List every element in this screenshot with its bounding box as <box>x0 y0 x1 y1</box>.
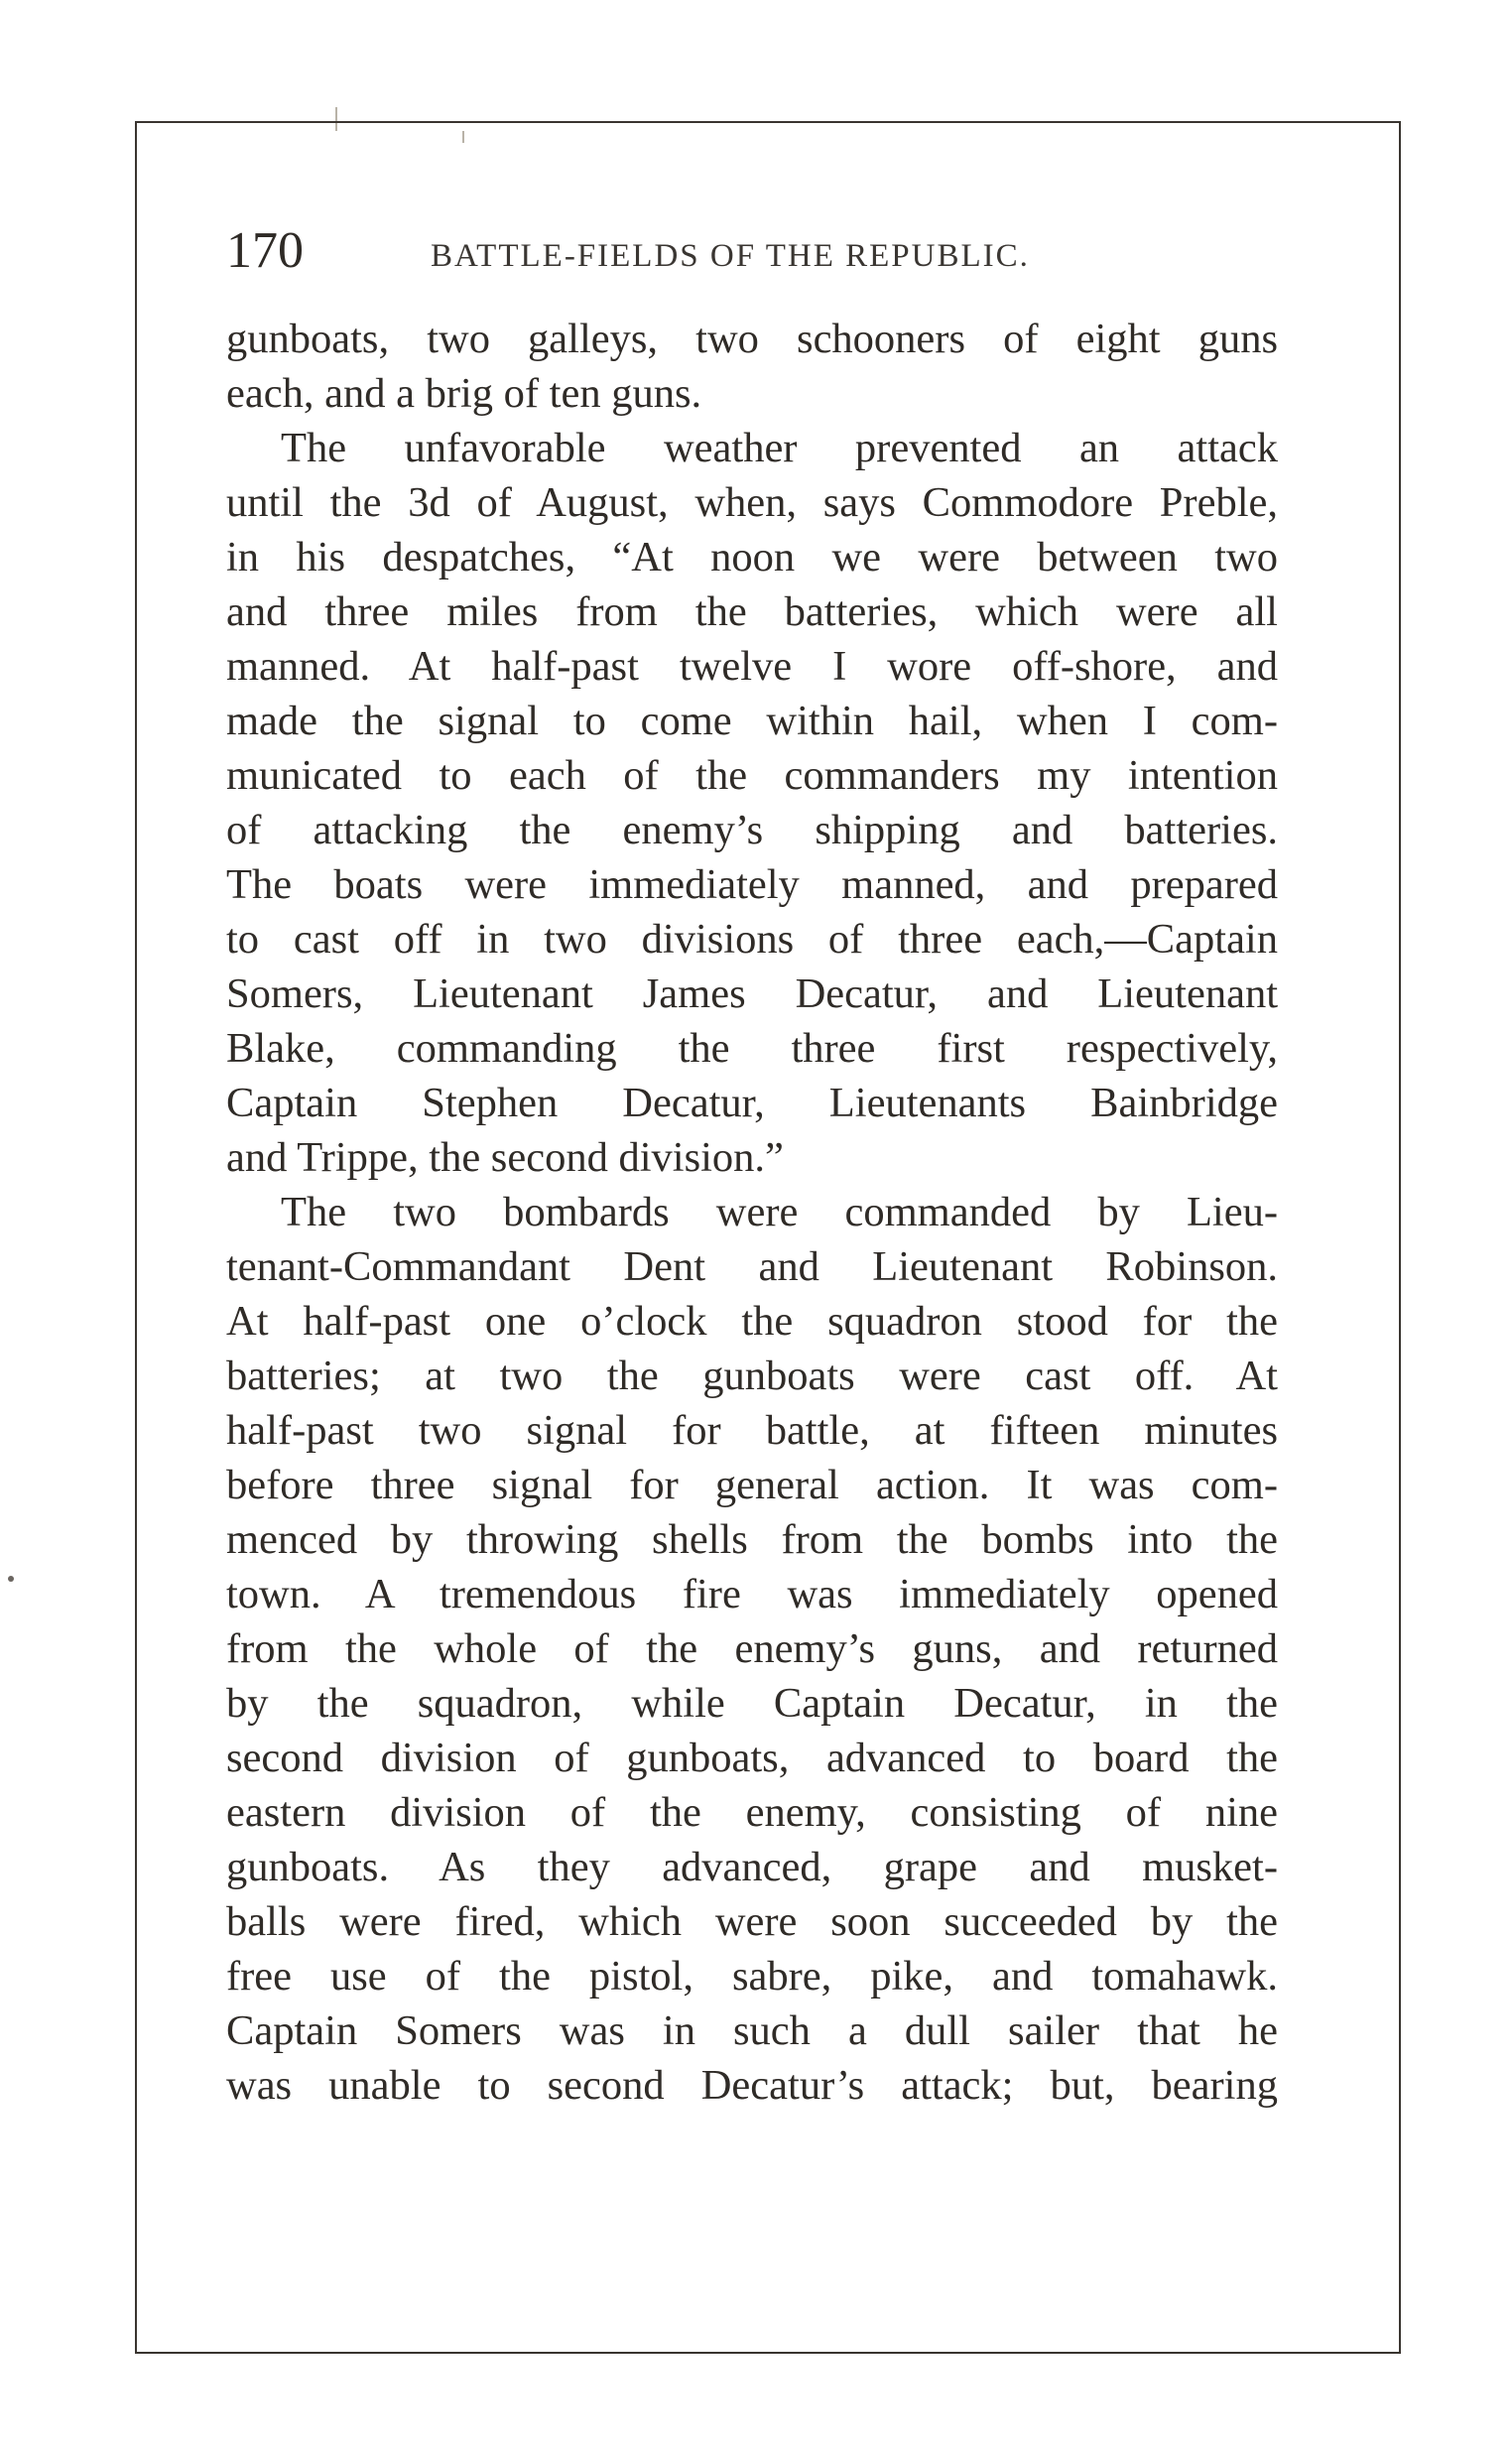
text-line: gunboats. As they advanced, grape and musket- <box>226 1844 1278 1890</box>
text-line: and Trippe, the second division.” <box>226 1134 784 1181</box>
text-line: of attacking the enemy’s shipping and batteries. <box>226 807 1278 853</box>
text-line: Somers, Lieutenant James Decatur, and Lieutenant <box>226 970 1278 1017</box>
text-line: each, and a brig of ten guns. <box>226 370 702 417</box>
text-line: tenant-Commandant Dent and Lieutenant Robinson. <box>226 1243 1278 1290</box>
running-head: BATTLE-FIELDS OF THE REPUBLIC. <box>431 238 1030 274</box>
text-line: until the 3d of August, when, says Commodore Preble, <box>226 479 1278 526</box>
text-line: free use of the pistol, sabre, pike, and tomahawk. <box>226 1953 1278 2000</box>
text-line: second division of gunboats, advanced to board the <box>226 1735 1278 1781</box>
page-number: 170 <box>226 222 304 279</box>
text-line: gunboats, two galleys, two schooners of eight guns <box>226 316 1278 362</box>
page-header <box>226 216 1298 286</box>
text-line: Captain Stephen Decatur, Lieutenants Bainbridge <box>226 1080 1278 1126</box>
text-line: town. A tremendous fire was immediately opened <box>226 1571 1278 1617</box>
text-line: At half-past one o’clock the squadron stood for the <box>226 1298 1278 1345</box>
text-line: Blake, commanding the three first respectively, <box>226 1025 1278 1072</box>
text-line: balls were fired, which were soon succeeded by the <box>226 1898 1278 1945</box>
text-line: menced by throwing shells from the bombs into the <box>226 1516 1278 1563</box>
text-line: manned. At half-past twelve I wore off-shore, and <box>226 643 1278 690</box>
body-text <box>226 312 1278 2113</box>
text-line: and three miles from the batteries, which were all <box>226 588 1278 635</box>
text-line: The boats were immediately manned, and prepared <box>226 861 1278 908</box>
text-line: municated to each of the commanders my intention <box>226 752 1278 799</box>
text-line: was unable to second Decatur’s attack; but, bearing <box>226 2062 1278 2109</box>
text-line: eastern division of the enemy, consisting of nine <box>226 1789 1278 1836</box>
text-line: before three signal for general action. It was com- <box>226 1462 1278 1508</box>
text-line: by the squadron, while Captain Decatur, in the <box>226 1680 1278 1727</box>
text-line: in his despatches, “At noon we were between two <box>226 534 1278 581</box>
text-line: made the signal to come within hail, when I com- <box>226 698 1278 744</box>
margin-speck <box>8 1576 14 1582</box>
text-line: to cast off in two divisions of three each,—Captain <box>226 916 1278 963</box>
text-line: The unfavorable weather prevented an attack <box>281 425 1278 471</box>
text-line: from the whole of the enemy’s guns, and returned <box>226 1625 1278 1672</box>
text-line: Captain Somers was in such a dull sailer that he <box>226 2007 1278 2054</box>
text-line: The two bombards were commanded by Lieu- <box>281 1189 1278 1235</box>
text-line: half-past two signal for battle, at fifteen minutes <box>226 1407 1278 1454</box>
text-line: batteries; at two the gunboats were cast off. At <box>226 1353 1278 1399</box>
